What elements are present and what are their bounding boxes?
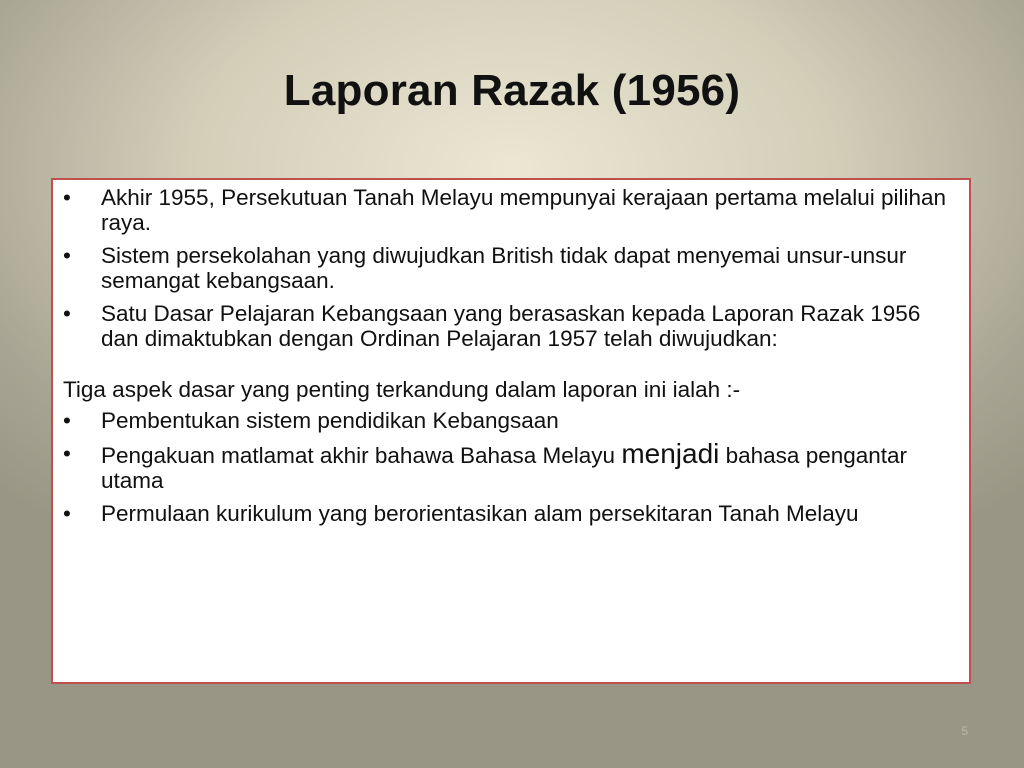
content-text <box>63 185 955 534</box>
aspects-heading: Tiga aspek dasar yang penting terkandung dalam laporan ini ialah :- <box>63 377 741 402</box>
aspect-item: • Pembentukan sistem pendidikan Kebangsaan <box>63 408 955 433</box>
bullet-item: • Satu Dasar Pelajaran Kebangsaan yang berasaskan kepada Laporan Razak 1956 dan dimaktubkan dengan Ordinan Pelajaran 1957 telah diwujudkan: <box>63 301 955 351</box>
slide-title: Laporan Razak (1956) <box>283 66 741 115</box>
aspect-text: Pengakuan matlamat akhir bahawa Bahasa Melayu <box>101 443 622 468</box>
content-box <box>51 178 971 684</box>
aspect-text: bahasa pengantar utama <box>101 443 908 493</box>
page-number: 5 <box>961 724 968 738</box>
bullet-item: • Akhir 1955, Persekutuan Tanah Melayu mempunyai kerajaan pertama melalui pilihan raya. <box>63 185 955 235</box>
aspect-item: • Permulaan kurikulum yang berorientasikan alam persekitaran Tanah Melayu <box>63 501 955 526</box>
bullet-item: • Sistem persekolahan yang diwujudkan British tidak dapat menyemai unsur-unsur semangat kebangsaan. <box>63 243 955 293</box>
aspect-item <box>63 438 955 493</box>
emphasis-word: menjadi <box>621 438 720 469</box>
